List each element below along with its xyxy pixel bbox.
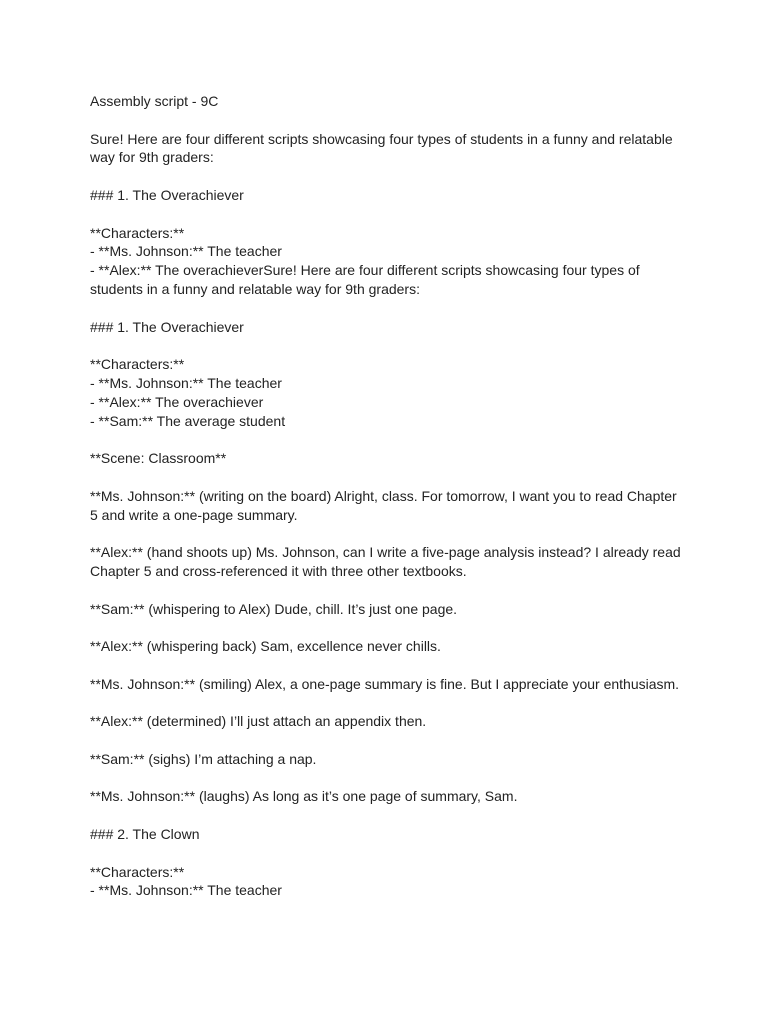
document-title: Assembly script - 9C — [90, 93, 219, 109]
text-line: 5 and write a one-page summary. — [90, 506, 298, 523]
text-line: - **Alex:** The overachieverSure! Here are four different scripts showcasing four types of — [90, 262, 640, 279]
blank-line — [90, 524, 690, 543]
blank-line — [90, 694, 690, 713]
blank-line — [90, 656, 690, 675]
blank-line — [90, 581, 690, 600]
blank-line — [90, 468, 690, 487]
document-text — [90, 130, 690, 901]
blank-line — [90, 618, 690, 637]
text-line: **Ms. Johnson:** (laughs) As long as it’s one page of summary, Sam. — [90, 788, 518, 805]
blank-line — [90, 769, 690, 788]
document-body — [90, 92, 690, 900]
blank-line — [90, 430, 690, 449]
text-line: **Ms. Johnson:** (smiling) Alex, a one-page summary is fine. But I appreciate your enthusiasm. — [90, 675, 680, 692]
text-line: - **Ms. Johnson:** The teacher — [90, 374, 282, 391]
blank-line — [90, 167, 690, 186]
blank-line — [90, 205, 690, 224]
text-line: **Sam:** (whispering to Alex) Dude, chill. It’s just one page. — [90, 600, 458, 617]
text-line: Chapter 5 and cross-referenced it with three other textbooks. — [90, 562, 467, 579]
spacer — [90, 111, 690, 130]
text-line: ### 1. The Overachiever — [90, 318, 244, 335]
text-line: **Characters:** — [90, 356, 185, 373]
text-line: **Alex:** (hand shoots up) Ms. Johnson, can I write a five-page analysis instead? I already read — [90, 544, 681, 561]
text-line: - **Ms. Johnson:** The teacher — [90, 882, 282, 899]
text-line: - **Sam:** The average student — [90, 412, 286, 429]
text-line: - **Alex:** The overachiever — [90, 393, 264, 410]
blank-line — [90, 299, 690, 318]
text-line: ### 1. The Overachiever — [90, 186, 244, 203]
text-line: **Alex:** (whispering back) Sam, excellence never chills. — [90, 638, 441, 655]
text-line: **Sam:** (sighs) I’m attaching a nap. — [90, 750, 317, 767]
text-line: way for 9th graders: — [90, 149, 214, 166]
blank-line — [90, 336, 690, 355]
text-line: **Scene: Classroom** — [90, 450, 227, 467]
text-line: Sure! Here are four different scripts showcasing four types of students in a funny and relatable — [90, 130, 673, 147]
text-line: **Alex:** (determined) I’ll just attach an appendix then. — [90, 713, 427, 730]
blank-line — [90, 806, 690, 825]
text-line: **Characters:** — [90, 224, 185, 241]
text-line: **Ms. Johnson:** (writing on the board) Alright, class. For tomorrow, I want you to read Chapter — [90, 487, 677, 504]
text-line: ### 2. The Clown — [90, 826, 200, 843]
text-line: **Characters:** — [90, 863, 185, 880]
blank-line — [90, 844, 690, 863]
blank-line — [90, 731, 690, 750]
text-line: students in a funny and relatable way for 9th graders: — [90, 280, 420, 297]
text-line: - **Ms. Johnson:** The teacher — [90, 243, 282, 260]
